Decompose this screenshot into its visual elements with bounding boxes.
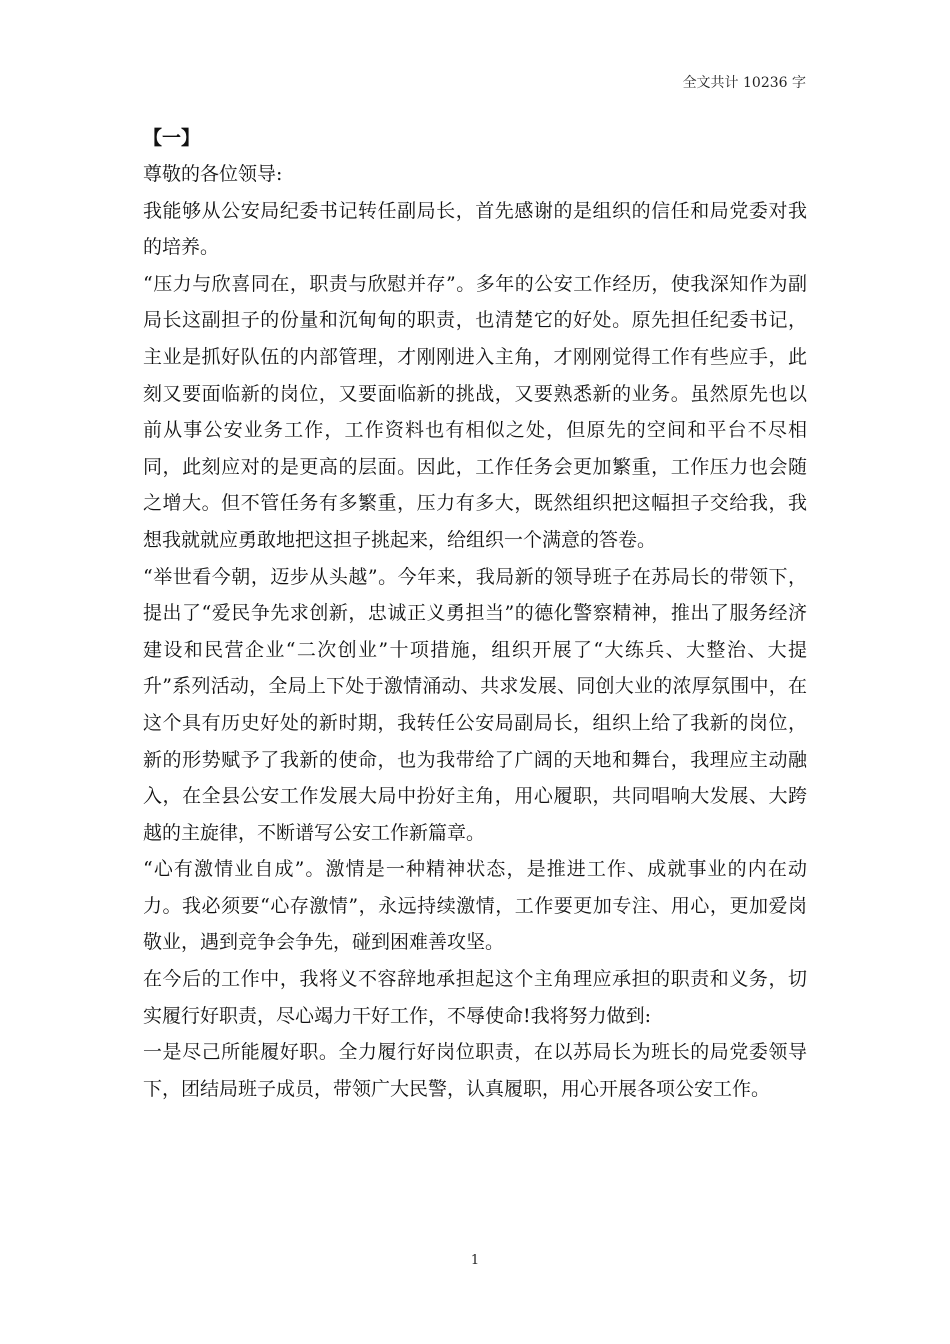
page-number: 1: [470, 1253, 480, 1268]
body-paragraph: 在今后的工作中，我将义不容辞地承担起这个主角理应承担的职责和义务，切实履行好职责，尽心竭力干好工作，不辱使命!我将努力做到:: [143, 968, 807, 1027]
document-body: [143, 120, 807, 1107]
word-count-label: 全文共计 10236 字: [682, 75, 806, 91]
salutation-paragraph: 尊敬的各位领导:: [143, 163, 283, 185]
body-paragraph: 一是尽己所能履好职。全力履行好岗位职责，在以苏局长为班长的局党委领导下，团结局班子成员，带领广大民警，认真履职，用心开展各项公安工作。: [143, 1041, 807, 1100]
body-paragraph: “压力与欣喜同在，职责与欣慰并存”。多年的公安工作经历，使我深知作为副局长这副担子的份量和沉甸甸的职责，也清楚它的好处。原先担任纪委书记，主业是抓好队伍的内部管理，才刚刚进入主角，才刚刚觉得工作有些应手，此刻又要面临新的岗位，又要面临新的挑战，又要熟悉新的业务。虽然原先也以前从事公安业务工作，工作资料也有相似之处，但原先的空间和平台不尽相同，此刻应对的是更高的层面。因此，工作任务会更加繁重，工作压力也会随之增大。但不管任务有多繁重，压力有多大，既然组织把这幅担子交给我，我想我就就应勇敢地把这担子挑起来，给组织一个满意的答卷。: [143, 272, 807, 551]
section-heading: 【一】: [143, 127, 201, 149]
body-paragraph: “举世看今朝，迈步从头越”。今年来，我局新的领导班子在苏局长的带领下，提出了“爱民争先求创新，忠诚正义勇担当”的德化警察精神，推出了服务经济建设和民营企业“二次创业”十项措施，组织开展了“大练兵、大整治、大提升”系列活动，全局上下处于激情涌动、共求发展、同创大业的浓厚氛围中，在这个具有历史好处的新时期，我转任公安局副局长，组织上给了我新的岗位，新的形势赋予了我新的使命，也为我带给了广阔的天地和舞台，我理应主动融入，在全县公安工作发展大局中扮好主角，用心履职，共同唱响大发展、大跨越的主旋律，不断谱写公安工作新篇章。: [143, 565, 807, 844]
body-paragraph: “心有激情业自成”。激情是一种精神状态，是推进工作、成就事业的内在动力。我必须要“心存激情”，永远持续激情，工作要更加专注、用心，更加爱岗敬业，遇到竞争会争先，碰到困难善攻坚。: [143, 858, 807, 954]
body-paragraph: 我能够从公安局纪委书记转任副局长，首先感谢的是组织的信任和局党委对我的培养。: [143, 199, 807, 259]
